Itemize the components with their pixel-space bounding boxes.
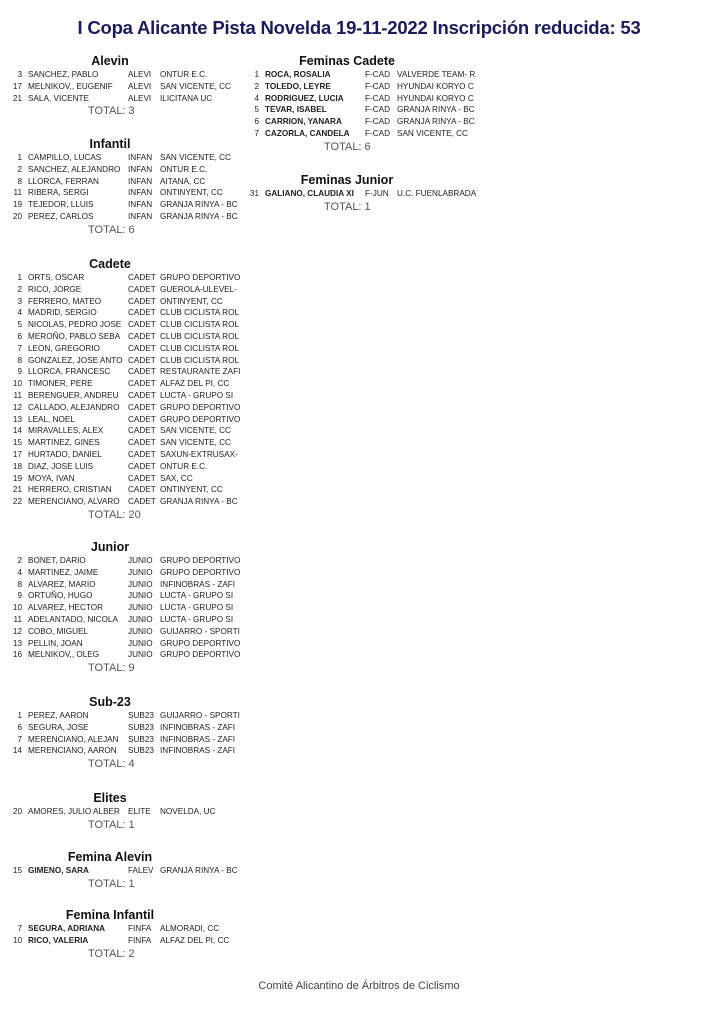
section-heading: Cadete: [89, 257, 131, 271]
entry-num: 8: [17, 355, 22, 365]
entry-num: 3: [17, 296, 22, 306]
entry-cat: FALEV: [128, 866, 154, 875]
entry-club: GRUPO DEPORTIVO: [160, 638, 241, 648]
entry-num: 13: [12, 414, 22, 424]
entry-cat: JUNIO: [128, 626, 153, 636]
entry-name: SALA, VICENTE: [28, 93, 89, 103]
entry-cat: ELITE: [128, 807, 151, 816]
entry-name: GIMENO, SARA: [28, 866, 89, 875]
section-feminas-junior: [247, 172, 477, 214]
entry-name: MEROÑO, PABLO SEBA: [28, 331, 121, 341]
entry-club: VALVERDE TEAM- R: [397, 70, 476, 79]
entry-name: ORTUÑO, HUGO: [28, 591, 93, 601]
entry-row: [0, 211, 238, 223]
entry-club: ONTUR E.C.: [160, 70, 208, 79]
entry-cat: CADET: [128, 331, 156, 341]
entry-num: 11: [13, 390, 22, 400]
entry-row: [0, 331, 240, 343]
entry-num: 10: [12, 935, 22, 945]
entry-row: [247, 116, 475, 128]
entry-row: [0, 296, 223, 308]
entry-cat: CADET: [128, 414, 156, 424]
entry-club: LUCTA - GRUPO SI: [160, 614, 234, 624]
section-total: TOTAL: 6: [324, 140, 371, 153]
entry-num: 12: [12, 626, 22, 636]
entry-name: LEAL, NOEL: [28, 414, 75, 424]
entry-club: GUEROLA-ULEVEL-: [160, 284, 237, 294]
entry-club: INFINOBRAS - ZAFI: [160, 746, 236, 756]
entry-row: [0, 343, 240, 355]
entry-num: 15: [12, 438, 22, 448]
entry-club: GRUPO DEPORTIVO: [160, 273, 241, 282]
entry-num: 1: [17, 711, 22, 720]
entry-club: ALFAZ DEL PI, CC: [160, 935, 230, 945]
section-heading: Junior: [90, 540, 130, 554]
section-heading: Alevin: [91, 54, 129, 68]
entry-row: [0, 390, 234, 402]
entry-num: 4: [17, 567, 22, 577]
entry-club: GUIJARRO - SPORTI: [160, 626, 240, 636]
section-elites: [0, 790, 220, 832]
entry-name: MADRID, SERGIO: [28, 308, 97, 318]
section-heading: Femina Infantil: [65, 908, 155, 922]
entry-club: AITANA, CC: [160, 176, 206, 186]
entry-num: 1: [254, 70, 259, 79]
entry-num: 20: [12, 211, 22, 221]
entry-cat: INFAN: [128, 164, 153, 174]
entry-row: [0, 93, 220, 105]
entry-club: ONTUR E.C.: [160, 461, 208, 471]
entry-row: [0, 626, 240, 638]
entry-cat: JUNIO: [128, 638, 153, 648]
entry-num: 14: [12, 746, 22, 756]
entry-club: INFINOBRAS - ZAFI: [160, 579, 236, 589]
entry-name: TIMONER, PERE: [28, 379, 93, 389]
entry-row: [0, 649, 241, 661]
entry-club: GRANJA RINYA - BC: [397, 105, 475, 115]
section-heading: Infantil: [89, 137, 131, 151]
entry-num: 18: [12, 461, 22, 471]
entry-num: 5: [17, 320, 22, 330]
entry-club: SAX, CC: [160, 473, 193, 483]
entry-cat: JUNIO: [128, 579, 153, 589]
entry-name: MERENCIANO, ALEJAN: [28, 734, 119, 744]
section-total: TOTAL: 1: [88, 877, 135, 890]
entry-num: 7: [254, 128, 259, 138]
entry-cat: JUNIO: [128, 556, 153, 565]
entry-cat: JUNIO: [128, 603, 153, 613]
entry-num: 10: [12, 379, 22, 389]
entry-row: [0, 81, 231, 93]
entry-name: MELNIKOV,, EUGENIF: [28, 81, 113, 91]
entry-num: 2: [254, 81, 259, 91]
entry-club: SAN VICENTE, CC: [160, 153, 231, 162]
entry-cat: F-CAD: [365, 128, 391, 138]
entry-num: 8: [17, 176, 22, 186]
entry-club: SAXUN-EXTRUSAX-: [160, 449, 238, 459]
section-heading: Feminas Cadete: [299, 54, 395, 68]
section-infantil: [0, 136, 238, 237]
entry-cat: CADET: [128, 461, 156, 471]
entry-club: LUCTA - GRUPO SI: [160, 390, 234, 400]
entry-row: [0, 69, 220, 81]
entry-row: [0, 366, 241, 378]
entry-cat: INFAN: [128, 176, 153, 186]
entry-row: [0, 199, 238, 211]
entry-num: 7: [17, 924, 22, 933]
entry-num: 11: [13, 188, 22, 198]
entry-club: INFINOBRAS - ZAFI: [160, 734, 236, 744]
entry-club: GRUPO DEPORTIVO: [160, 402, 241, 412]
entry-cat: CADET: [128, 308, 156, 318]
entry-club: GRANJA RINYA - BC: [397, 117, 475, 127]
entry-club: INFINOBRAS - ZAFI: [160, 722, 236, 732]
entry-row: [0, 425, 231, 437]
entry-row: [247, 128, 468, 140]
entry-club: ONTINYENT, CC: [160, 296, 223, 306]
entry-cat: JUNIO: [128, 614, 153, 624]
section-heading: Sub-23: [89, 695, 131, 709]
entry-cat: CADET: [128, 355, 156, 365]
entry-row: [0, 484, 223, 496]
entry-name: RODRIGUEZ, LUCIA: [265, 93, 344, 103]
entry-row: [0, 710, 240, 722]
entry-num: 19: [12, 473, 22, 483]
entry-row: [0, 496, 238, 508]
entry-name: GALIANO, CLAUDIA XI: [265, 189, 354, 198]
entry-num: 17: [12, 449, 22, 459]
section-total: TOTAL: 1: [88, 818, 135, 831]
entry-cat: CADET: [128, 473, 156, 483]
entry-cat: CADET: [128, 320, 156, 330]
section-total: TOTAL: 2: [88, 947, 135, 960]
entry-name: MARTINEZ, JAIME: [28, 567, 99, 577]
entry-cat: INFAN: [128, 188, 153, 198]
entry-num: 21: [12, 93, 22, 103]
entry-cat: F-CAD: [365, 93, 391, 103]
entry-num: 6: [254, 117, 259, 127]
entry-cat: INFAN: [128, 153, 153, 162]
entry-club: LUCTA - GRUPO SI: [160, 603, 234, 613]
entry-row: [0, 579, 236, 591]
entry-cat: JUNIO: [128, 567, 153, 577]
entry-row: [0, 923, 220, 935]
entry-cat: CADET: [128, 485, 156, 495]
entry-club: ALMORADI, CC: [160, 924, 220, 933]
page-title: I Copa Alicante Pista Novelda 19-11-2022 Inscripción reducida: 53: [77, 17, 641, 38]
entry-num: 20: [12, 807, 22, 816]
entry-name: TEJEDOR, LLUIS: [28, 200, 94, 210]
entry-num: 8: [17, 579, 22, 589]
entry-cat: CADET: [128, 426, 156, 436]
section-femina-alevin: [0, 849, 238, 891]
entry-club: ONTINYENT, CC: [160, 485, 223, 495]
entry-club: ALFAZ DEL PI, CC: [160, 379, 230, 389]
entry-row: [0, 378, 230, 390]
entry-name: CAMPILLO, LUCAS: [28, 153, 102, 162]
entry-row: [0, 722, 236, 734]
entry-name: BERENGUER, ANDREU: [28, 390, 119, 400]
entry-club: CLUB CICLISTA ROL: [160, 355, 240, 365]
entry-num: 14: [12, 426, 22, 436]
entry-num: 3: [17, 70, 22, 79]
entry-num: 21: [12, 485, 22, 495]
entry-row: [0, 355, 240, 367]
entry-cat: F-CAD: [365, 81, 391, 91]
entry-club: ONTUR E.C.: [160, 164, 208, 174]
entry-num: 1: [17, 273, 22, 282]
entry-name: SANCHEZ, ALEJANDRO: [28, 164, 121, 174]
entry-name: ALVAREZ, HECTOR: [28, 603, 104, 613]
entry-name: MELNIKOV,, OLEG: [28, 650, 100, 660]
entry-club: GRANJA RINYA - BC: [160, 211, 238, 221]
section-total: TOTAL: 4: [88, 758, 135, 771]
entry-club: GRUPO DEPORTIVO: [160, 650, 241, 660]
entry-cat: CADET: [128, 284, 156, 294]
entry-club: CLUB CICLISTA ROL: [160, 320, 240, 330]
entry-name: ROCA, ROSALIA: [265, 70, 331, 79]
entry-num: 11: [13, 614, 22, 624]
entry-name: HERRERO, CRISTIAN: [28, 485, 112, 495]
entry-cat: INFAN: [128, 211, 153, 221]
entry-club: GRUPO DEPORTIVO: [160, 567, 241, 577]
entry-num: 2: [17, 284, 22, 294]
entry-num: 5: [254, 105, 259, 115]
entry-name: LEON, GREGORIO: [28, 343, 100, 353]
footer-text: Comité Alicantino de Árbitros de Ciclismo: [258, 980, 460, 992]
entry-num: 16: [12, 650, 22, 660]
section-total: TOTAL: 9: [88, 662, 135, 675]
section-sub23: [0, 694, 240, 771]
entry-name: NICOLAS, PEDRO JOSE: [28, 320, 122, 330]
entry-club: GRANJA RINYA - BC: [160, 497, 238, 507]
entry-num: 13: [12, 638, 22, 648]
entry-name: MERENCIANO, AARON: [28, 746, 117, 756]
section-cadete: [0, 256, 241, 522]
entry-row: [0, 590, 234, 602]
entry-row: [0, 638, 241, 650]
entry-row: [0, 152, 231, 164]
entry-row: [247, 188, 477, 200]
entry-name: RICO, VALERIA: [28, 935, 89, 945]
entry-num: 4: [254, 93, 259, 103]
entry-name: CALLADO, ALEJANDRO: [28, 402, 120, 412]
entry-row: [0, 734, 236, 746]
entry-num: 7: [17, 734, 22, 744]
entry-cat: F-CAD: [365, 70, 391, 79]
entry-num: 17: [12, 81, 22, 91]
entry-club: HYUNDAI KORYO C: [397, 81, 474, 91]
entry-row: [0, 865, 238, 877]
section-total: TOTAL: 3: [88, 105, 135, 118]
entry-name: HURTADO, DANIEL: [28, 449, 102, 459]
entry-row: [0, 414, 241, 426]
entry-name: RIBERA, SERGI: [28, 188, 89, 198]
entry-row: [247, 81, 474, 93]
entry-club: SAN VICENTE, CC: [160, 438, 231, 448]
entry-name: PELLIN, JOAN: [28, 638, 83, 648]
entry-row: [0, 284, 237, 296]
entry-cat: SUB23: [128, 746, 154, 756]
entry-cat: CADET: [128, 273, 156, 282]
entry-num: 4: [17, 308, 22, 318]
entry-cat: CADET: [128, 449, 156, 459]
entry-row: [247, 104, 475, 116]
entry-cat: CADET: [128, 296, 156, 306]
entry-num: 12: [12, 402, 22, 412]
entry-club: GRUPO DEPORTIVO: [160, 414, 241, 424]
entry-club: ONTINYENT, CC: [160, 188, 223, 198]
section-feminas-cadete: [247, 53, 476, 154]
entry-cat: JUNIO: [128, 591, 153, 601]
entry-cat: FINFA: [128, 935, 152, 945]
entry-name: ALVAREZ, MARIO: [28, 579, 96, 589]
entry-name: ADELANTADO, NICOLA: [28, 614, 118, 624]
entry-cat: ALEVI: [128, 81, 152, 91]
entry-row: [0, 806, 220, 818]
entry-row: [0, 567, 241, 579]
entry-row: [0, 461, 220, 473]
entry-cat: CADET: [128, 402, 156, 412]
entry-name: CARRION, YANARA: [265, 117, 342, 127]
entry-club: GRANJA RINYA - BC: [160, 866, 238, 875]
entry-club: CLUB CICLISTA ROL: [160, 343, 240, 353]
entry-cat: ALEVI: [128, 70, 152, 79]
entry-num: 9: [17, 367, 22, 377]
entry-num: 10: [12, 603, 22, 613]
entry-club: SAN VICENTE, CC: [397, 128, 468, 138]
entry-club: CLUB CICLISTA ROL: [160, 331, 240, 341]
entry-name: TEVAR, ISABEL: [265, 105, 327, 115]
entry-num: 1: [17, 153, 22, 162]
entry-name: MOYA, IVAN: [28, 473, 75, 483]
entry-name: ORTS, OSCAR: [28, 273, 85, 282]
entry-club: HYUNDAI KORYO C: [397, 93, 474, 103]
section-heading: Elites: [93, 791, 127, 805]
entry-name: PEREZ, AARON: [28, 711, 89, 720]
entry-num: 19: [12, 200, 22, 210]
entry-cat: JUNIO: [128, 650, 153, 660]
entry-num: 22: [12, 497, 22, 507]
entry-row: [0, 555, 241, 567]
entry-name: SANCHEZ, PABLO: [28, 70, 99, 79]
entry-num: 15: [12, 866, 22, 875]
entry-name: CAZORLA, CANDELA: [265, 128, 350, 138]
entry-name: GONZALEZ, JOSE ANTO: [28, 355, 123, 365]
entry-num: 6: [17, 331, 22, 341]
entry-row: [0, 449, 238, 461]
entry-cat: CADET: [128, 390, 156, 400]
section-heading: Feminas Junior: [300, 173, 394, 187]
entry-name: TOLEDO, LEYRE: [265, 81, 331, 91]
entry-club: GRANJA RINYA - BC: [160, 200, 238, 210]
entry-num: 2: [17, 556, 22, 565]
entry-cat: CADET: [128, 367, 156, 377]
section-alevin: [0, 53, 231, 118]
entry-cat: SUB23: [128, 711, 154, 720]
entry-name: RICO, JORGE: [28, 284, 82, 294]
entry-cat: F-JUN: [365, 189, 389, 198]
entry-row: [0, 187, 223, 199]
entry-row: [0, 307, 240, 319]
section-total: TOTAL: 6: [88, 223, 135, 236]
entry-name: SEGURA, JOSE: [28, 722, 89, 732]
entry-name: COBO, MIGUEL: [28, 626, 89, 636]
entry-club: GRUPO DEPORTIVO: [160, 556, 241, 565]
entry-cat: FINFA: [128, 924, 152, 933]
entry-row: [0, 437, 231, 449]
entry-cat: CADET: [128, 497, 156, 507]
entry-name: MIRAVALLES, ALEX: [28, 426, 104, 436]
section-femina-infantil: [0, 907, 230, 961]
section-heading: Femina Alevin: [67, 850, 153, 864]
entry-cat: SUB23: [128, 722, 154, 732]
entry-row: [0, 473, 220, 485]
entry-club: SAN VICENTE, CC: [160, 81, 231, 91]
entry-club: CLUB CICLISTA ROL: [160, 308, 240, 318]
entry-cat: SUB23: [128, 734, 154, 744]
entry-num: 6: [17, 722, 22, 732]
entry-name: FERRERO, MATEO: [28, 296, 102, 306]
entry-row: [0, 319, 240, 331]
entry-row: [0, 402, 241, 414]
entry-name: PEREZ, CARLOS: [28, 211, 94, 221]
entry-row: [0, 745, 236, 757]
entry-cat: CADET: [128, 343, 156, 353]
section-total: TOTAL: 1: [324, 200, 371, 213]
entry-club: GUIJARRO - SPORTI: [160, 711, 240, 720]
entry-name: LLORCA, FRANCESC: [28, 367, 111, 377]
entry-cat: CADET: [128, 438, 156, 448]
entry-num: 31: [249, 189, 259, 198]
entry-club: ILICITANA UC: [160, 93, 213, 103]
entry-row: [0, 164, 220, 176]
entry-club: RESTAURANTE ZAFI: [160, 367, 241, 377]
entry-row: [247, 93, 474, 105]
entry-name: BONET, DARIO: [28, 556, 86, 565]
entry-club: NOVELDA, UC: [160, 807, 216, 816]
entry-row: [0, 602, 234, 614]
entry-club: LUCTA - GRUPO SI: [160, 591, 234, 601]
entry-cat: INFAN: [128, 200, 153, 210]
entry-row: [247, 69, 476, 81]
entry-club: SAN VICENTE, CC: [160, 426, 231, 436]
entry-name: MARTINEZ, GINES: [28, 438, 100, 448]
entry-num: 2: [17, 164, 22, 174]
entry-row: [0, 272, 241, 284]
entry-cat: CADET: [128, 379, 156, 389]
entry-cat: F-CAD: [365, 117, 391, 127]
entry-row: [0, 935, 230, 947]
entry-name: SEGURA, ADRIANA: [28, 924, 106, 933]
entry-club: U.C. FUENLABRADA: [397, 189, 477, 198]
entry-cat: F-CAD: [365, 105, 391, 115]
entry-name: DIAZ, JOSE LUIS: [28, 461, 94, 471]
entry-name: AMORES, JULIO ALBER: [28, 807, 120, 816]
entry-name: MERENCIANO, ALVARO: [28, 497, 120, 507]
entry-cat: ALEVI: [128, 93, 152, 103]
section-total: TOTAL: 20: [88, 508, 141, 521]
entry-row: [0, 614, 234, 626]
entry-num: 7: [17, 343, 22, 353]
entry-num: 9: [17, 591, 22, 601]
section-junior: [0, 539, 241, 675]
entry-name: LLORCA, FERRAN: [28, 176, 99, 186]
entry-row: [0, 176, 220, 188]
